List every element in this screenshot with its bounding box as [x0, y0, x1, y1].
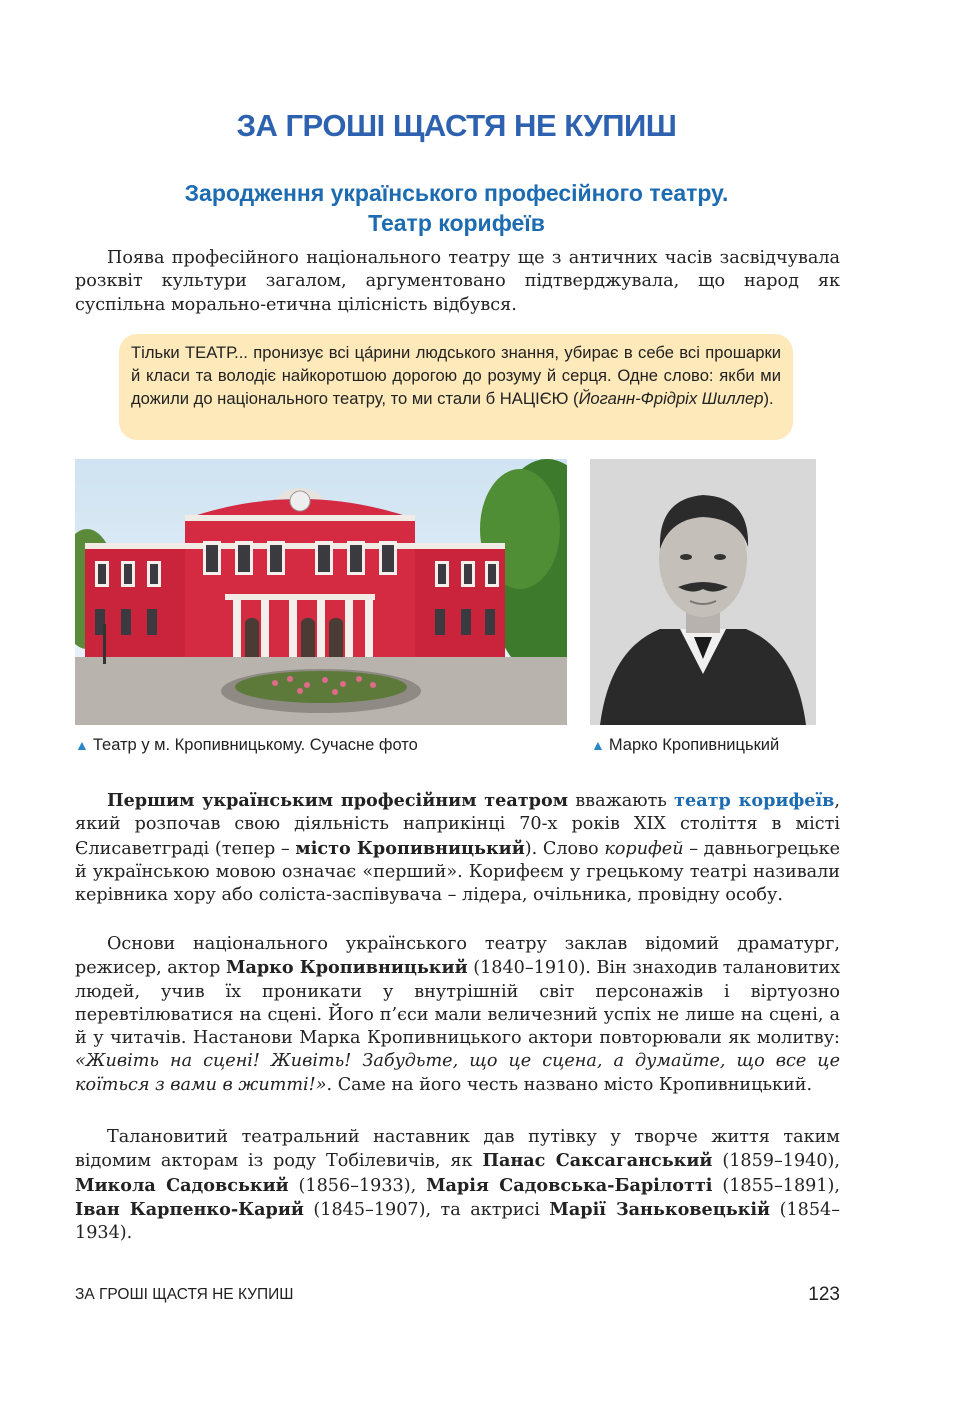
portrait-caption [591, 736, 779, 755]
triangle-icon: ▲ [591, 737, 605, 753]
quote-author: Йоганн-Фрідріх Шиллер [578, 389, 764, 408]
paragraph-kropyvnytskyi [75, 933, 840, 1097]
text-span: Основи національного українського театру заклав відомий драматург, режисер, актор [75, 934, 840, 979]
quote-text: Тільки ТЕАТР... пронизує всі ца́рини людського знання, убирає в себе всі прошарки й класи та володіє найкоротшою дорогою до розуму й серця. Одне слово: якби ми дожили до національного театру, то ми стали б НАЦІЄЮ ( [131, 343, 781, 408]
text-span: (1859–1940), [712, 1151, 840, 1172]
kropyvnytskyi-quote: «Живіть на сцені! Живіть! Забудьте, що це сцена, а думайте, що все це коїться з вами в житті!» [75, 1051, 840, 1095]
text-span: . Саме на його честь названо місто Кропивницький. [326, 1074, 813, 1095]
portrait-photo [590, 459, 816, 725]
theater-illustration [75, 459, 567, 725]
name-kropyvnytskyi: Марко Кропивницький [226, 957, 468, 979]
text-span: вважають [568, 791, 675, 811]
name-karpenko-karyi: Іван Карпенко-Карий [75, 1198, 304, 1220]
name-sadovska-barilotti: Марія Садовська-Барілотті [426, 1174, 713, 1196]
subtitle-line-1: Зародження українського професійного театру. [184, 180, 729, 206]
text-span: (1855–1891), [712, 1175, 841, 1196]
footer-running-title: ЗА ГРОШІ ЩАСТЯ НЕ КУПИШ [75, 1286, 294, 1303]
text-span: (1840–1910). Він знаходив талановитих людей, учив їх проникати у внутрішній світ персонажів і віртуозно перевтілюватися на сцені. Його п’єси мали величезний успіх не лише на сцені, а й у читачів. Настанови Марка Кропивницького актори повторювали як молитву: [75, 958, 840, 1049]
text-span: , який розпочав свою діяльність наприкінці 70-х років ХІХ століття в місті Єлисаветграді (тепер – [75, 791, 841, 859]
text-span: (1856–1933), [288, 1175, 427, 1196]
name-sadovskyi: Микола Садовський [75, 1174, 289, 1196]
page-title: ЗА ГРОШІ ЩАСТЯ НЕ КУПИШ [236, 108, 677, 143]
text-span: – давньогрецьке й українською мовою означає «перший». Корифеєм у грецькому театрі називали керівника хору або соліста-заспівувача – лідера, очільника, провідну особу. [75, 838, 840, 906]
term-first-theater: Першим українським професійним театром [107, 790, 569, 811]
quote-tail: ). [763, 389, 774, 408]
text-span: (1845–1907), та актрисі [303, 1199, 550, 1220]
triangle-icon: ▲ [75, 737, 89, 753]
page-number: 123 [808, 1284, 840, 1305]
text-span: (1854–1934). [75, 1199, 841, 1244]
term-koryfei-theater: театр корифеїв [674, 790, 835, 811]
section-subtitle [0, 178, 913, 238]
theater-caption-text: Театр у м. Кропивницькому. Сучасне фото [92, 736, 418, 754]
portrait-caption-text: Марко Кропивницький [608, 736, 780, 754]
name-saksahanskyi: Панас Саксаганський [482, 1150, 713, 1172]
text-span: ). Слово [524, 838, 605, 859]
theater-photo [75, 459, 567, 725]
term-koryfei: корифей [604, 838, 684, 859]
paragraph-koryfei [75, 789, 840, 907]
subtitle-line-2: Театр корифеїв [368, 210, 545, 236]
paragraph-actors [75, 1126, 840, 1245]
portrait-illustration [590, 459, 816, 725]
name-zankovetska: Марії Заньковецькій [549, 1198, 771, 1220]
text-span: Талановитий театральний наставник дав путівку у творче життя таким відомим акторам із роду Тобілевичів, як [75, 1127, 840, 1172]
schiller-quote [131, 341, 781, 410]
intro-paragraph: Поява професійного національного театру ще з античних часів засвідчувала розквіт культури загалом, аргументовано підтверджувала, що народ як суспільна морально-етична цілісність відбувся. [75, 248, 840, 315]
term-city: місто Кропивницький [295, 837, 525, 859]
theater-caption [75, 736, 418, 755]
